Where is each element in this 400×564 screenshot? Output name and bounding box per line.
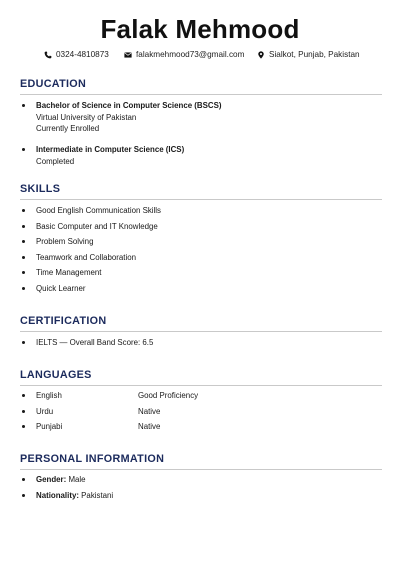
bullet	[22, 410, 25, 413]
bullet	[22, 271, 25, 274]
enrollment-status: Currently Enrolled	[36, 124, 100, 133]
email-text: falakmehmood73@gmail.com	[136, 50, 245, 59]
skill-text: Problem Solving	[36, 237, 94, 246]
skill-text: Basic Computer and IT Knowledge	[36, 221, 158, 231]
enrollment-status: Completed	[36, 156, 75, 166]
languages-heading: LANGUAGES	[20, 369, 382, 386]
bullet	[22, 425, 25, 428]
bullet	[22, 394, 25, 397]
degree: Bachelor of Science in Computer Science (BSCS)	[36, 101, 222, 110]
bullet	[22, 209, 25, 212]
language-name: English	[36, 391, 62, 400]
bullet	[22, 148, 25, 151]
institution: Virtual University of Pakistan	[36, 112, 137, 122]
certification-text: IELTS — Overall Band Score: 6.5	[36, 338, 154, 347]
language-level: Native	[138, 406, 161, 416]
candidate-name: Falak Mehmood	[100, 14, 300, 44]
gender-value: Male	[68, 475, 86, 484]
language-name: Urdu	[36, 406, 54, 416]
contact-phone	[44, 50, 109, 59]
bullet	[22, 478, 25, 481]
education-heading: EDUCATION	[20, 78, 382, 95]
location-pin-icon	[257, 51, 265, 59]
bullet	[22, 494, 25, 497]
skill-text: Quick Learner	[36, 283, 86, 293]
nationality-value: Pakistani	[81, 490, 114, 500]
bullet	[22, 225, 25, 228]
contact-email	[124, 50, 244, 59]
language-level: Good Proficiency	[138, 391, 199, 400]
skill-text: Time Management	[36, 268, 102, 277]
location-text: Sialkot, Punjab, Pakistan	[269, 50, 360, 59]
bullet	[22, 256, 25, 259]
skill-text: Good English Communication Skills	[36, 206, 161, 215]
bullet	[22, 240, 25, 243]
bullet	[22, 104, 25, 107]
envelope-icon	[124, 51, 132, 59]
degree: Intermediate in Computer Science (ICS)	[36, 145, 185, 154]
gender-label: Gender:	[36, 475, 67, 484]
phone-text: 0324-4810873	[56, 50, 109, 59]
language-name: Punjabi	[36, 422, 63, 431]
certification-heading: CERTIFICATION	[20, 315, 382, 332]
bullet	[22, 287, 25, 290]
skills-heading: SKILLS	[20, 183, 382, 200]
nationality-label: Nationality:	[36, 490, 79, 500]
language-level: Native	[138, 422, 161, 431]
contact-location	[257, 50, 360, 59]
bullet	[22, 341, 25, 344]
personal-info-heading: PERSONAL INFORMATION	[20, 453, 382, 470]
skill-text: Teamwork and Collaboration	[36, 252, 136, 262]
phone-icon	[44, 51, 52, 59]
